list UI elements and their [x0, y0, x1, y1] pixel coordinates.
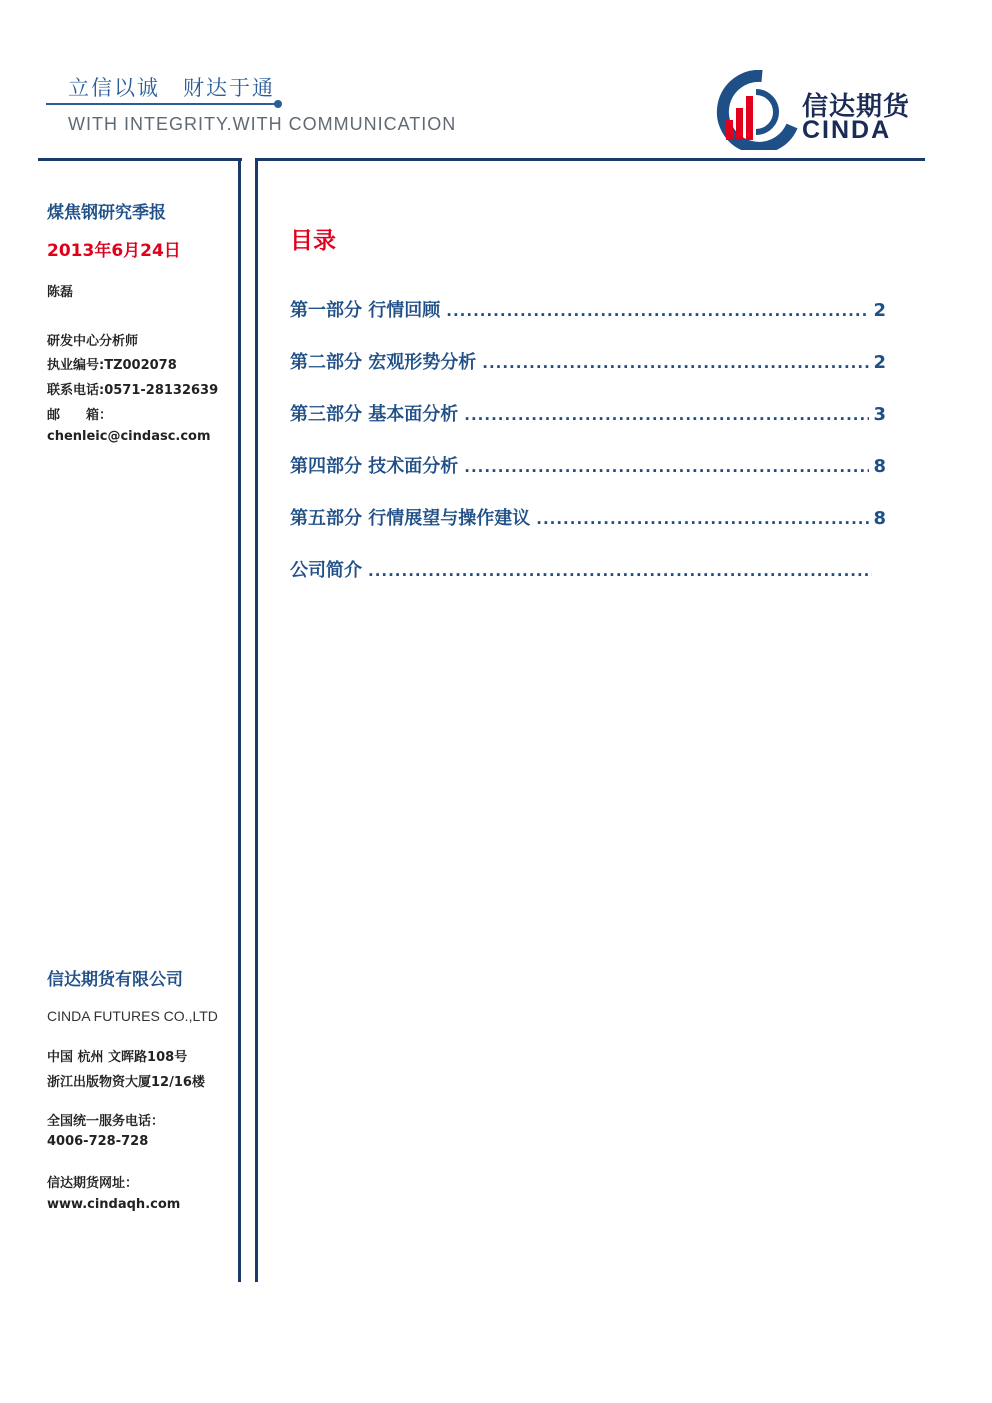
header-rule-left	[38, 158, 242, 161]
slogan-dot	[274, 100, 282, 108]
toc-leader-dots	[482, 354, 869, 372]
cinda-logo-mark-icon	[704, 70, 804, 150]
license-number: 执业编号:TZ002078	[47, 358, 177, 373]
toc-item-page: 2	[873, 300, 886, 321]
address-line-1: 中国 杭州 文晖路108号	[47, 1050, 188, 1065]
toc-leader-dots	[536, 510, 869, 528]
toc-leader-dots	[464, 406, 869, 424]
toc-item-market-review[interactable]	[290, 296, 886, 322]
toc-leader-dots	[464, 458, 869, 476]
toc-title: 目录	[290, 228, 336, 254]
slogan-english: WITH INTEGRITY.WITH COMMUNICATION	[68, 114, 457, 134]
toc-item-macro-analysis[interactable]	[290, 348, 886, 374]
contact-phone: 联系电话:0571-28132639	[47, 383, 219, 398]
toc-item-page: 2	[873, 352, 886, 373]
report-title: 煤焦钢研究季报	[47, 203, 166, 223]
toc-item-page: 8	[873, 508, 886, 529]
toc-item-label: 第二部分 宏观形势分析	[290, 352, 477, 373]
toc-item-label: 第五部分 行情展望与操作建议	[290, 508, 531, 529]
slogan-underline	[46, 103, 278, 105]
toc-item-label: 第四部分 技术面分析	[290, 456, 459, 477]
toc-item-outlook[interactable]	[290, 504, 886, 530]
header-rule-right	[256, 158, 925, 161]
hotline-number: 4006-728-728	[47, 1134, 149, 1149]
email-label: 邮 箱：	[47, 408, 113, 423]
toc-leader-dots	[446, 302, 869, 320]
company-name-chinese: 信达期货有限公司	[47, 970, 183, 990]
toc-item-label: 公司简介	[290, 560, 362, 581]
report-date: 2013年6月24日	[47, 241, 181, 261]
sidebar-divider-inner	[255, 158, 258, 1282]
sidebar-divider-outer	[238, 158, 241, 1282]
logo-text-chinese: 信达期货	[802, 92, 911, 122]
website-link[interactable]: www.cindaqh.com	[47, 1197, 181, 1212]
email-address[interactable]: chenleic@cindasc.com	[47, 429, 211, 444]
toc-item-label: 第一部分 行情回顾	[290, 300, 441, 321]
toc-item-label: 第三部分 基本面分析	[290, 404, 459, 425]
address-line-2: 浙江出版物资大厦12/16楼	[47, 1075, 205, 1090]
toc-item-fundamental-analysis[interactable]	[290, 400, 886, 426]
company-name-english: CINDA FUTURES CO.,LTD	[47, 1008, 218, 1024]
toc-item-page: 3	[873, 404, 886, 425]
logo-text-english: CINDA	[802, 116, 892, 144]
author-role: 研发中心分析师	[47, 334, 139, 349]
toc-item-company-profile[interactable]	[290, 556, 886, 582]
toc-item-page: 8	[873, 456, 886, 477]
toc-item-technical-analysis[interactable]	[290, 452, 886, 478]
toc-leader-dots	[368, 562, 872, 580]
hotline-label: 全国统一服务电话：	[47, 1114, 165, 1129]
author-name: 陈磊	[47, 285, 74, 300]
slogan-chinese: 立信以诚 财达于通	[68, 76, 275, 100]
website-label: 信达期货网址：	[47, 1176, 139, 1191]
